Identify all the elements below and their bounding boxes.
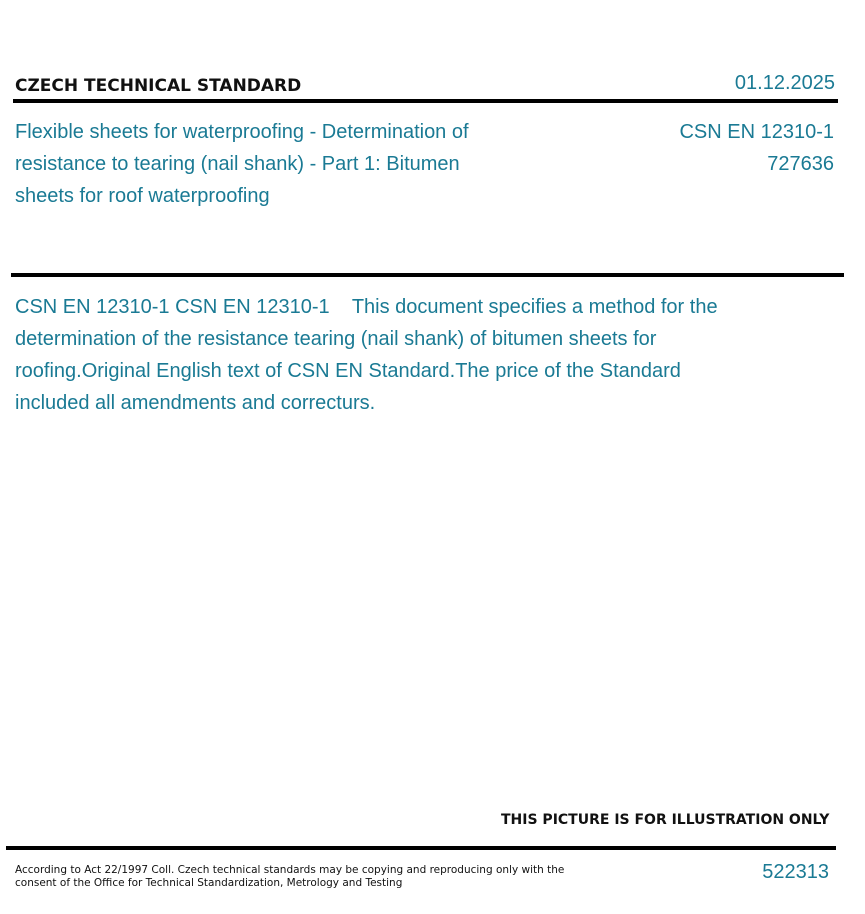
header-divider	[13, 99, 838, 103]
standard-code-block	[679, 116, 834, 180]
standard-number: 727636	[767, 153, 834, 175]
legal-notice: According to Act 22/1997 Coll. Czech technical standards may be copying and reproducing only with the consent of the Office for Technical Standardization, Metrology and Testing	[15, 864, 565, 889]
issue-date: 01.12.2025	[734, 72, 835, 94]
document-type-label: CZECH TECHNICAL STANDARD	[15, 76, 302, 96]
abstract-text: CSN EN 12310-1 CSN EN 12310-1 This document specifies a method for the determination of the resistance tearing (nail shank) of bitumen sheets for roofing.Original English text of CSN EN Standard.The price of the Standard included all amendments and correcturs.	[15, 296, 718, 414]
illustration-note: THIS PICTURE IS FOR ILLUSTRATION ONLY	[501, 812, 830, 828]
footer-divider	[6, 846, 836, 850]
standard-code: CSN EN 12310-1	[679, 121, 834, 143]
standard-title: Flexible sheets for waterproofing - Determination of resistance to tearing (nail shank) - Part 1: Bitumen sheets for roof waterproofing	[15, 121, 469, 207]
section-divider	[11, 273, 844, 277]
catalog-number: 522313	[762, 861, 829, 883]
